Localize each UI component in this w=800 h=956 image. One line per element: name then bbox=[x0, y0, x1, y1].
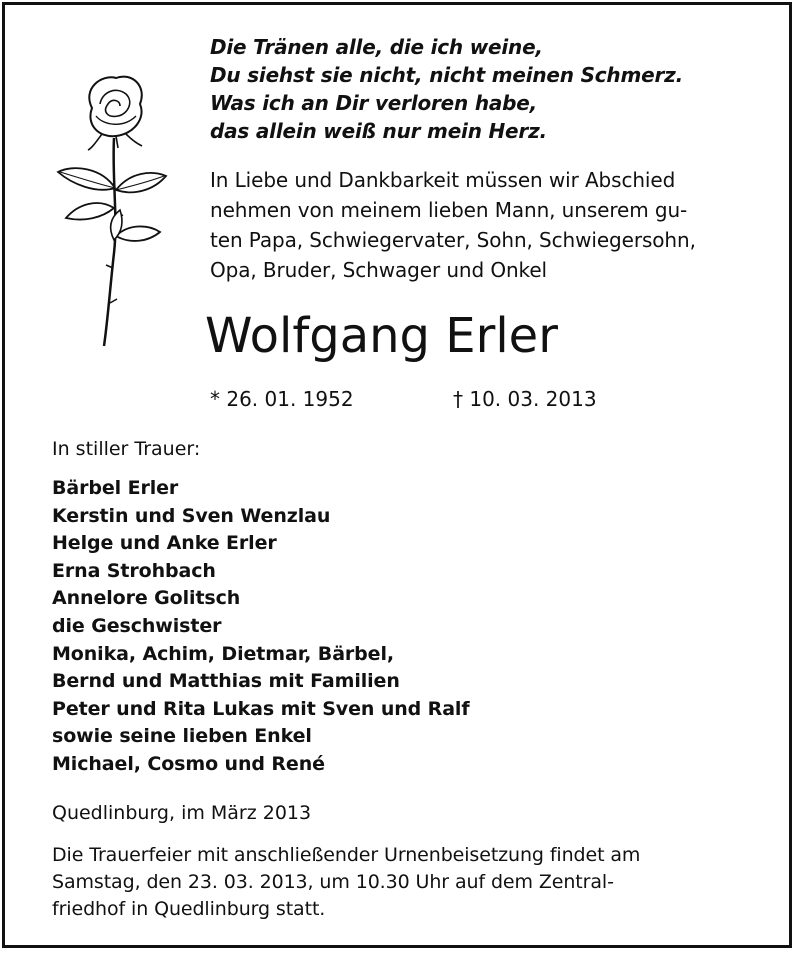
farewell-line: Opa, Bruder, Schwager und Onkel bbox=[210, 258, 547, 282]
mourner-entry: Michael, Cosmo und René bbox=[52, 752, 325, 775]
farewell-line: In Liebe und Dankbarkeit müssen wir Abschied bbox=[210, 168, 676, 192]
mourner-entry: Bernd und Matthias mit Familien bbox=[52, 670, 400, 693]
service-line: Samstag, den 23. 03. 2013, um 10.30 Uhr auf dem Zentral- bbox=[52, 871, 614, 893]
mourner-entry: Annelore Golitsch bbox=[52, 587, 241, 610]
death-date: † 10. 03. 2013 bbox=[453, 387, 597, 411]
rose-icon bbox=[52, 68, 172, 348]
service-line: friedhof in Quedlinburg statt. bbox=[52, 898, 326, 920]
service-line: Die Trauerfeier mit anschließender Urnenbeisetzung findet am bbox=[52, 844, 641, 866]
farewell-line: nehmen von meinem lieben Mann, unserem gu- bbox=[210, 198, 688, 222]
mourner-entry: Bärbel Erler bbox=[52, 477, 179, 499]
poem-line: Was ich an Dir verloren habe, bbox=[210, 91, 538, 115]
poem-line: Du siehst sie nicht, nicht meinen Schmerz. bbox=[210, 63, 683, 87]
life-dates bbox=[210, 384, 597, 414]
poem-verse bbox=[210, 33, 683, 145]
mourning-label: In stiller Trauer: bbox=[52, 438, 201, 460]
farewell-text bbox=[210, 165, 755, 285]
deceased-name: Wolfgang Erler bbox=[205, 308, 558, 364]
mourner-entry: Peter und Rita Lukas mit Sven und Ralf bbox=[52, 697, 470, 720]
mourner-entry: Kerstin und Sven Wenzlau bbox=[52, 504, 331, 527]
funeral-service-notice bbox=[52, 842, 752, 923]
poem-line: das allein weiß nur mein Herz. bbox=[210, 119, 547, 143]
poem-line: Die Tränen alle, die ich weine, bbox=[210, 35, 543, 59]
birth-date: * 26. 01. 1952 bbox=[210, 387, 354, 411]
farewell-line: ten Papa, Schwiegervater, Sohn, Schwiegersohn, bbox=[210, 228, 696, 252]
mourner-entry: Erna Strohbach bbox=[52, 559, 216, 582]
mourner-entry: die Geschwister bbox=[52, 614, 222, 637]
mourners-list bbox=[52, 475, 470, 779]
mourner-entry: Monika, Achim, Dietmar, Bärbel, bbox=[52, 642, 394, 665]
mourner-entry: sowie seine lieben Enkel bbox=[52, 725, 312, 748]
mourner-entry: Helge und Anke Erler bbox=[52, 532, 277, 555]
place-date: Quedlinburg, im März 2013 bbox=[52, 802, 312, 824]
